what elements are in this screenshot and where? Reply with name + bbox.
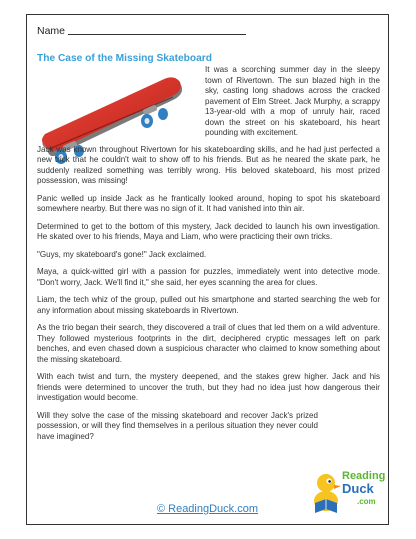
name-field [37, 25, 246, 37]
story-paragraph-5: "Guys, my skateboard's gone!" Jack exclaimed. [37, 249, 207, 259]
story-paragraph-1: It was a scorching summer day in the sleepy town of Rivertown. The sun blazed high in the sky, casting long shadows across the cracked pavement of Elm Street. Jack Murphy, a scrappy 13-year-old with a mop of unruly hair, raced down the street on his skateboard, his heart pounding with excitement. [205, 65, 380, 137]
story-paragraph-3: Panic welled up inside Jack as he frantically looked around, hoping to spot his skateboard somewhere nearby. But there was no sign of it. It had vanished into thin air. [37, 193, 380, 213]
story-text [37, 65, 380, 449]
name-blank-line [68, 34, 246, 35]
logo-text-com: .com [357, 497, 376, 506]
story-paragraph-10: Will they solve the case of the missing skateboard and recover Jack's prized possession, or will they find themselves in a perilous situation they never could have imagined? [37, 410, 318, 441]
logo-text-duck: Duck [342, 481, 374, 496]
story-paragraph-8: As the trio began their search, they discovered a trail of clues that led them on a wild adventure. They followed mysterious footprints in the dirt, deciphered cryptic messages left on park benches, and even chased down a suspicious character who claimed to know something about the missing skateboard. [37, 323, 380, 364]
story-paragraph-4: Determined to get to the bottom of this mystery, Jack decided to launch his own investigation. He skated over to his friends, Maya and Liam, who were practicing their own tricks. [37, 221, 380, 241]
story-paragraph-9: With each twist and turn, the mystery deepened, and the stakes grew higher. Jack and his friends were determined to uncover the truth, but they had no idea just how dangerous their investigation would become. [37, 372, 380, 402]
story-paragraph-7: Liam, the tech whiz of the group, pulled out his smartphone and started searching the web for any information about missing skateboards in Rivertown. [37, 295, 380, 315]
story-paragraph-6: Maya, a quick-witted girl with a passion for puzzles, immediately went into detective mode. "Don't worry, Jack. We'll find it," she said, her eyes scanning the area for clues. [37, 267, 380, 287]
name-label: Name [37, 25, 66, 37]
story-title: The Case of the Missing Skateboard [37, 53, 212, 64]
copyright-link[interactable]: © ReadingDuck.com [156, 503, 259, 515]
story-paragraph-2: Jack was known throughout Rivertown for his skateboarding skills, and he had just perfected a new trick that he couldn't wait to show off to his friends. But as he neared the skate park, he suddenly realized something was terribly wrong. His beloved skateboard, his most prized possession, was missing! [37, 144, 380, 185]
logo-text-reading: Reading [342, 470, 385, 482]
worksheet-page [26, 14, 389, 525]
